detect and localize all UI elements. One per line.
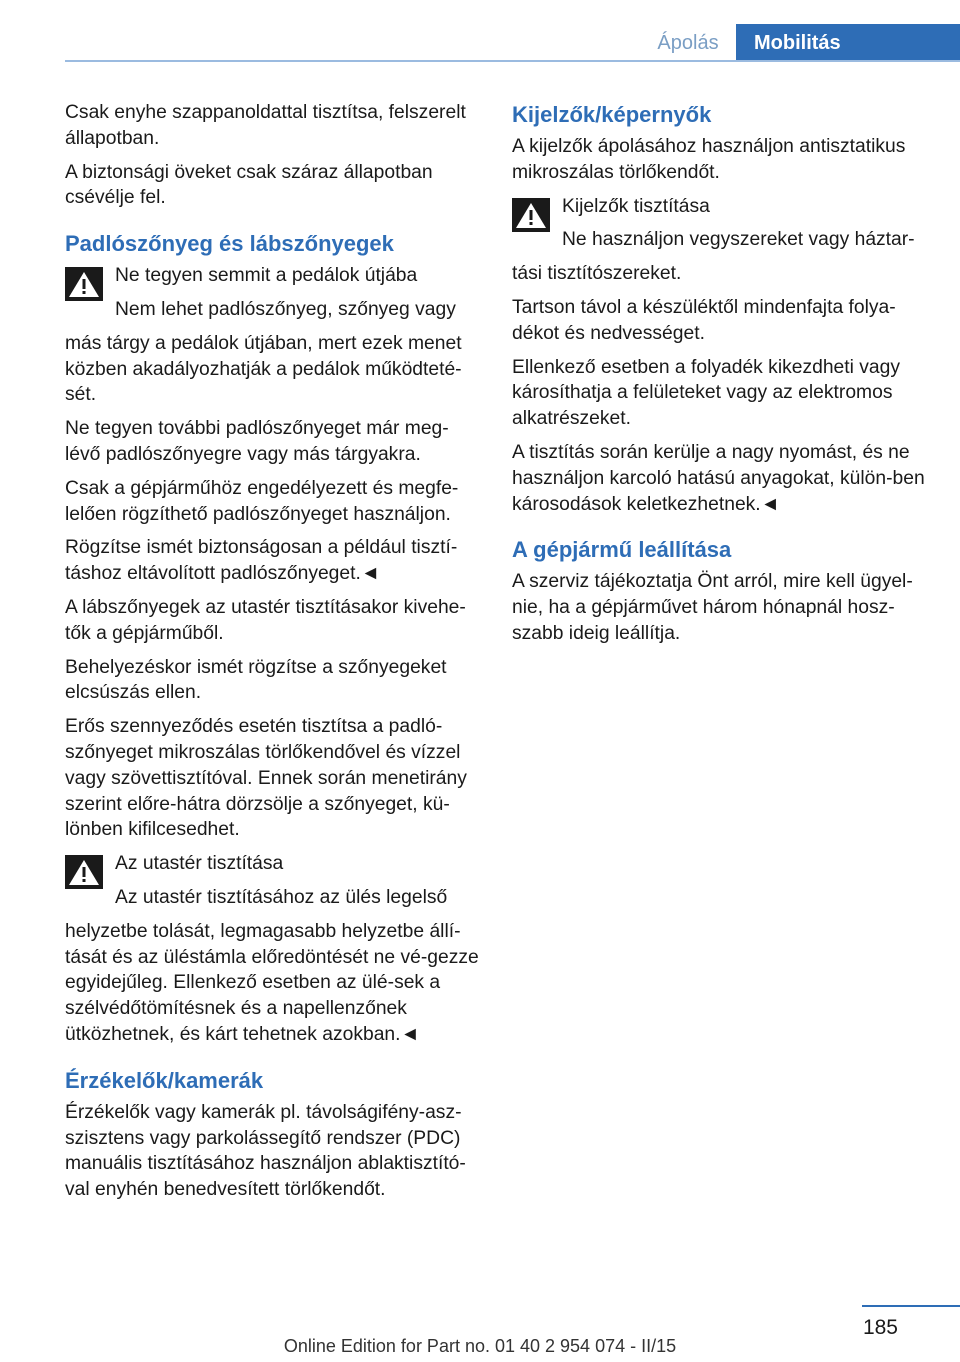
warning-text: Ne használjon vegyszereket vagy háztar- bbox=[562, 229, 915, 251]
paragraph: Tartson távol a készüléktől mindenfajta folya-dékot és nedvességet. bbox=[512, 296, 896, 344]
paragraph: A tisztítás során kerülje a nagy nyomást, és ne használjon karcoló hatású anyagokat, külön-ben károsodások keletkezhetnek.◄ bbox=[512, 441, 925, 515]
paragraph: Behelyezéskor ismét rögzítse a szőnyegeket elcsúszás ellen. bbox=[65, 656, 447, 704]
warning-triangle-icon bbox=[65, 855, 103, 889]
warning-triangle-icon bbox=[65, 267, 103, 301]
paragraph: Csak enyhe szappanoldattal tisztítsa, felszerelt állapotban. bbox=[65, 102, 466, 149]
warning-text-continued: más tárgy a pedálok útjában, mert ezek menet közben akadályozhatják a pedálok működteté-sét. bbox=[65, 332, 462, 406]
section-heading-sensors: Érzékelők/kamerák bbox=[65, 1067, 264, 1093]
tab-apolas[interactable]: Ápolás bbox=[657, 32, 719, 54]
footer-divider bbox=[862, 1305, 960, 1307]
right-column bbox=[512, 100, 926, 655]
warning-block bbox=[512, 194, 926, 262]
warning-triangle-icon bbox=[512, 198, 550, 232]
warning-title: Kijelzők tisztítása bbox=[562, 195, 710, 217]
paragraph: Rögzítse ismét biztonságosan a például tisztí-táshoz eltávolított padlószőnyeget.◄ bbox=[65, 537, 458, 585]
paragraph: A kijelzők ápolásához használjon antisztatikus mikroszálas törlőkendőt. bbox=[512, 136, 906, 183]
tab-mobilitas[interactable]: Mobilitás bbox=[736, 24, 960, 62]
paragraph: A szerviz tájékoztatja Önt arról, mire kell ügyel-nie, ha a gépjárművet három hónapnál hosz-szabb ideig leállítja. bbox=[512, 571, 913, 644]
warning-text: Nem lehet padlószőnyeg, szőnyeg vagy bbox=[115, 298, 456, 320]
edition-footer: Online Edition for Part no. 01 40 2 954 074 - II/15 bbox=[283, 1336, 677, 1356]
warning-text: Az utastér tisztításához az ülés legelső bbox=[115, 886, 448, 908]
warning-title: Ne tegyen semmit a pedálok útjába bbox=[115, 265, 418, 287]
paragraph: Ellenkező esetben a folyadék kikezdheti vagy károsíthatja a felületeket vagy az elektromos alkatrészeket. bbox=[512, 356, 901, 430]
header-divider bbox=[65, 60, 960, 62]
section-heading-displays: Kijelzők/képernyők bbox=[512, 102, 712, 127]
warning-text-continued: helyzetbe tolását, legmagasabb helyzetbe állí-tását és az üléstámla előredöntését ne vé-gezze egyidejűleg. Ellenkező esetben az ülé-sek a szélvédőtömítésnek és a napellenzőnek ütközhetnek, és kárt tehetnek azokban.◄ bbox=[65, 920, 479, 1045]
warning-block bbox=[65, 851, 479, 919]
warning-text-continued: tási tisztítószereket. bbox=[512, 263, 682, 285]
page-header bbox=[0, 0, 960, 62]
paragraph: Érzékelők vagy kamerák pl. távolságifény-asz-szisztens vagy parkolássegítő rendszer (PDC) manuális tisztításához használjon ablaktisztító-val enyhén benedvesített törlőkendőt. bbox=[65, 1101, 466, 1201]
paragraph: A lábszőnyegek az utastér tisztításakor kivehe-tők a gépjárműből. bbox=[65, 596, 466, 644]
warning-title: Az utastér tisztítása bbox=[115, 853, 284, 875]
left-column bbox=[65, 100, 479, 1211]
paragraph: Ne tegyen további padlószőnyeget már meg-lévő padlószőnyegre vagy más tárgyakra. bbox=[65, 418, 449, 465]
paragraph: A biztonsági öveket csak száraz állapotban csévélje fel. bbox=[65, 161, 433, 209]
page-number: 185 bbox=[862, 1316, 898, 1339]
section-heading-floor-mats: Padlószőnyeg és lábszőnyegek bbox=[65, 231, 394, 257]
warning-block bbox=[65, 263, 479, 331]
paragraph: Erős szennyeződés esetén tisztítsa a padló-szőnyeget mikroszálas törlőkendővel és vízzel vagy szövettisztítóval. Ennek során menetirány szerint előre-hátra dörzsölje a szőnyeget, kü-lönben kifilcesedhet. bbox=[65, 716, 467, 841]
section-heading-vehicle-storage: A gépjármű leállítása bbox=[512, 537, 732, 563]
paragraph: Csak a gépjárműhöz engedélyezett és megfe-lelően rögzíthető padlószőnyeget használjon. bbox=[65, 477, 459, 525]
